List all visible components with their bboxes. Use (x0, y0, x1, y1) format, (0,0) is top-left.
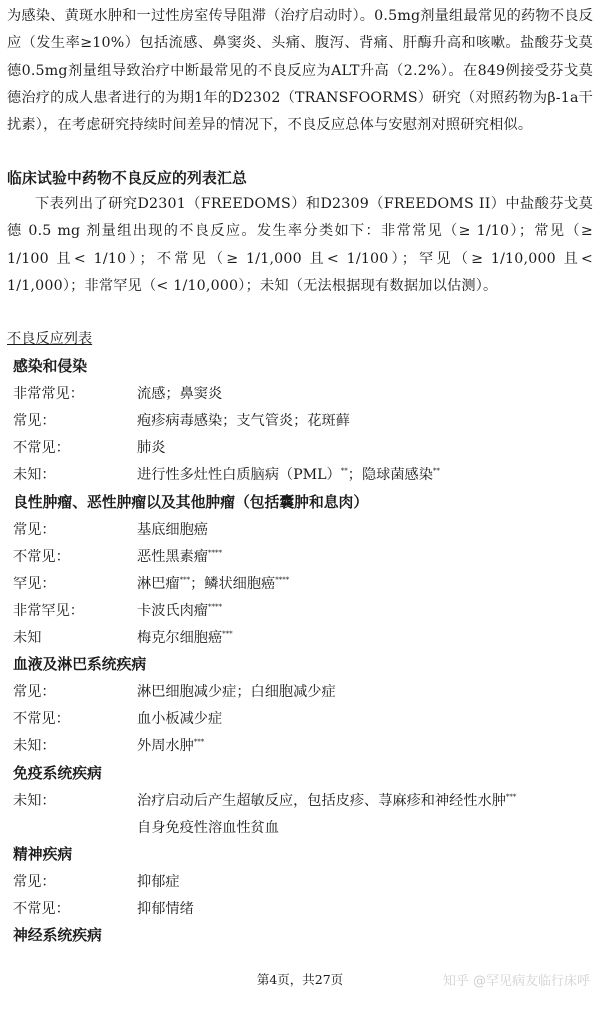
reaction-terms (137, 382, 222, 406)
reaction-terms (137, 870, 180, 894)
intro-paragraph: 为感染、黄斑水肿和一过性房室传导阻滞（治疗启动时）。0.5mg剂量组最常见的药物不良反应（发生率≥10%）包括流感、鼻窦炎、头痛、腹泻、背痛、肝酶升高和咳嗽。盐酸芬戈莫德0.5mg剂量组导致治疗中断最常见的不良反应为ALT升高（2.2%）。在849例接受芬戈莫德治疗的成人患者进行的为期1年的D2302（TRANSFOORMS）研究（对照药物为β-1a干扰素），在考虑研究持续时间差异的情况下，不良反应总体与安慰剂对照研究相似。 (7, 8, 593, 134)
reaction-terms (137, 409, 350, 433)
frequency-label: 未知： (13, 467, 56, 484)
frequency-label: 常见： (13, 684, 56, 701)
frequency-label: 常见： (13, 413, 56, 430)
reaction-terms (137, 707, 222, 731)
category-heading: 神经系统疾病 (13, 927, 102, 945)
reaction-terms (137, 518, 208, 542)
section-paragraph-block (7, 191, 593, 300)
section-paragraph: 下表列出了研究D2301（FREEDOMS）和D2309（FREEDOMS II）中盐酸芬戈莫德 0.5 mg 剂量组出现的不良反应。发生率分类如下：非常常见（≥ 1/10）；常见（≥ 1/100 且< 1/10）；不常见（≥ 1/1,000 且< 1/100）；罕见（≥ 1/10,000 且< 1/1,000）；非常罕见（< 1/10,000）；未知（无法根据现有数据加以估测）。 (7, 196, 593, 294)
category-heading: 免疫系统疾病 (13, 764, 102, 782)
frequency-label: 非常罕见： (13, 602, 84, 619)
frequency-label: 未知： (13, 738, 56, 755)
footnote-marker: ** (340, 467, 348, 476)
page-footer: 第4页，共27页 (256, 972, 344, 987)
reaction-term: 淋巴瘤 (137, 575, 180, 592)
footnote-marker: **** (207, 602, 222, 611)
footnote-marker: **** (275, 575, 290, 584)
category-heading: 精神疾病 (13, 845, 73, 863)
reaction-terms (137, 626, 233, 650)
reaction-term: 流感；鼻窦炎 (137, 386, 223, 403)
category-heading: 感染和侵染 (13, 358, 87, 375)
frequency-label: 非常常见： (13, 386, 84, 403)
reaction-terms (137, 680, 336, 704)
reaction-term: 基底细胞癌 (137, 521, 208, 538)
frequency-label: 常见： (13, 521, 56, 538)
footnote-marker: *** (193, 738, 205, 747)
frequency-label: 罕见： (13, 575, 56, 592)
reaction-term: 外周水肿 (137, 738, 194, 755)
reaction-term: 抑郁症 (137, 873, 180, 890)
watermark: 知乎 @罕见病友临行床呼 (442, 974, 590, 989)
category-heading: 血液及淋巴系统疾病 (13, 656, 147, 674)
footnote-marker: *** (222, 630, 233, 638)
reaction-term: 卡波氏肉瘤 (137, 602, 208, 619)
frequency-label: 未知 (13, 630, 42, 646)
reaction-terms (137, 572, 289, 596)
reaction-term: ；鳞状细胞癌 (190, 575, 276, 592)
footnote-marker: ** (432, 467, 440, 476)
footnote-marker: *** (179, 575, 191, 584)
frequency-label: 未知： (13, 792, 56, 809)
intro-paragraph-block (7, 3, 593, 139)
reaction-terms (137, 734, 204, 758)
frequency-label: 不常见： (13, 440, 70, 457)
reaction-terms (137, 897, 194, 921)
frequency-label: 不常见： (13, 901, 70, 917)
reaction-term: 治疗启动后产生超敏反应，包括皮疹、荨麻疹和神经性水肿 (137, 792, 506, 809)
reaction-term: 淋巴细胞减少症；白细胞减少症 (137, 684, 336, 701)
frequency-label: 不常见： (13, 548, 70, 565)
reaction-term: 血小板减少症 (137, 711, 223, 728)
frequency-label: 常见： (13, 873, 56, 890)
footnote-marker: **** (207, 548, 222, 557)
section-heading: 临床试验中药物不良反应的列表汇总 (7, 170, 247, 187)
footnote-marker: *** (505, 792, 517, 801)
frequency-label: 不常见： (13, 711, 70, 728)
reaction-term: 恶性黑素瘤 (137, 548, 208, 565)
reaction-terms (137, 436, 165, 460)
category-heading: 良性肿瘤、恶性肿瘤以及其他肿瘤（包括囊肿和息肉） (13, 493, 369, 511)
reaction-terms (137, 463, 440, 487)
reaction-term: ；隐球菌感染 (347, 467, 433, 484)
reaction-term: 疱疹病毒感染；支气管炎；花斑藓 (137, 413, 350, 430)
reaction-terms (137, 545, 222, 569)
reaction-term: 梅克尔细胞癌 (137, 630, 223, 646)
reaction-terms (137, 816, 279, 840)
adverse-reaction-list-title: 不良反应列表 (7, 331, 93, 347)
reaction-term: 进行性多灶性白质脑病（PML） (137, 467, 341, 484)
reaction-term: 肺炎 (137, 440, 166, 457)
reaction-term: 抑郁情绪 (137, 901, 194, 917)
reaction-terms (137, 599, 222, 623)
reaction-terms (137, 789, 516, 813)
reaction-term: 自身免疫性溶血性贫血 (137, 819, 279, 836)
